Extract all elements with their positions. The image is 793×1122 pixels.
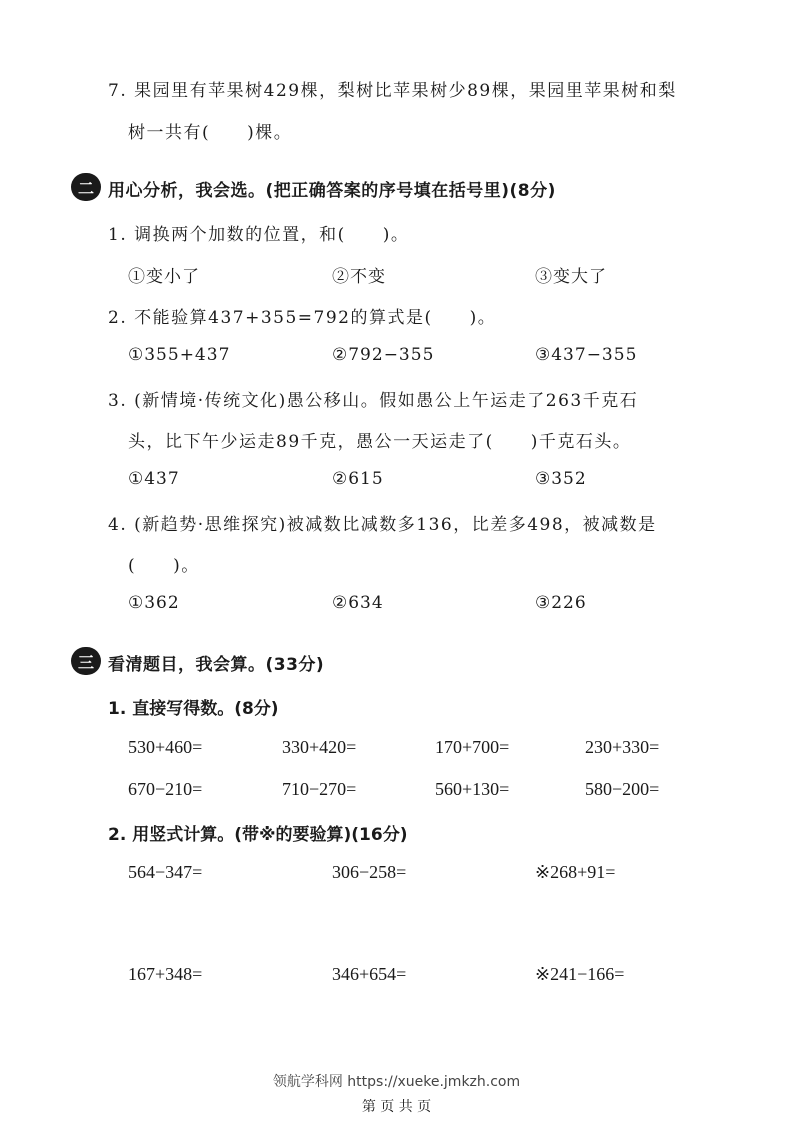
s3-sub1-r2-c2: 710−270= xyxy=(282,779,357,799)
s3-sub2-r2-c3: ※241−166= xyxy=(535,964,625,984)
s2-q4-line1: 4. (新趋势·思维探究)被减数比减数多136，比差多498，被减数是 xyxy=(108,515,657,535)
s2-q4-option-3: ③226 xyxy=(535,593,587,613)
s3-sub1-r2-c4: 580−200= xyxy=(585,779,660,799)
s3-sub2-title: 2. 用竖式计算。(带※的要验算)(16分) xyxy=(108,825,408,845)
s3-sub1-r1-c4: 230+330= xyxy=(585,737,660,757)
s2-q3-option-2: ②615 xyxy=(332,469,384,489)
s2-q2-option-3: ③437−355 xyxy=(535,345,638,365)
s2-q3-line2: 头，比下午少运走89千克，愚公一天运走了( )千克石头。 xyxy=(128,432,632,452)
s2-q2-option-1: ①355+437 xyxy=(128,345,231,365)
s3-sub1-r2-c3: 560+130= xyxy=(435,779,510,799)
q7-line2: 树一共有( )棵。 xyxy=(128,123,293,143)
footer-page-number: 第 页 共 页 xyxy=(361,1099,432,1115)
s2-q3-line1: 3. (新情境·传统文化)愚公移山。假如愚公上午运走了263千克石 xyxy=(108,391,639,411)
s2-q2-option-2: ②792−355 xyxy=(332,345,435,365)
s2-q1-line1: 1. 调换两个加数的位置，和( )。 xyxy=(108,225,410,245)
s2-q4-option-1: ①362 xyxy=(128,593,180,613)
s3-sub1-r1-c2: 330+420= xyxy=(282,737,357,757)
s3-sub2-r1-c2: 306−258= xyxy=(332,862,407,882)
s3-sub2-r1-c1: 564−347= xyxy=(128,862,203,882)
s2-q4-line2: ( )。 xyxy=(128,556,200,576)
s2-q3-option-1: ①437 xyxy=(128,469,180,489)
s2-q1-option-1: ①变小了 xyxy=(128,267,200,287)
s2-q2-line1: 2. 不能验算437+355=792的算式是( )。 xyxy=(108,308,497,328)
footer-watermark: 领航学科网 https://xueke.jmkzh.com xyxy=(272,1074,521,1090)
s3-sub1-r1-c1: 530+460= xyxy=(128,737,203,757)
section2-title: 用心分析，我会选。(把正确答案的序号填在括号里)(8分) xyxy=(108,181,556,201)
s3-sub2-r2-c2: 346+654= xyxy=(332,964,407,984)
section2-badge: 二 xyxy=(71,173,101,201)
s2-q1-option-2: ②不变 xyxy=(332,267,386,287)
section3-title: 看清题目，我会算。(33分) xyxy=(108,655,325,675)
s2-q3-option-3: ③352 xyxy=(535,469,587,489)
section3-badge: 三 xyxy=(71,647,101,675)
s3-sub2-r1-c3: ※268+91= xyxy=(535,862,616,882)
s2-q1-option-3: ③变大了 xyxy=(535,267,607,287)
s3-sub2-r2-c1: 167+348= xyxy=(128,964,203,984)
s3-sub1-r2-c1: 670−210= xyxy=(128,779,203,799)
s2-q4-option-2: ②634 xyxy=(332,593,384,613)
s3-sub1-r1-c3: 170+700= xyxy=(435,737,510,757)
s3-sub1-title: 1. 直接写得数。(8分) xyxy=(108,699,279,719)
q7-line1: 7. 果园里有苹果树429棵，梨树比苹果树少89棵，果园里苹果树和梨 xyxy=(108,81,677,101)
